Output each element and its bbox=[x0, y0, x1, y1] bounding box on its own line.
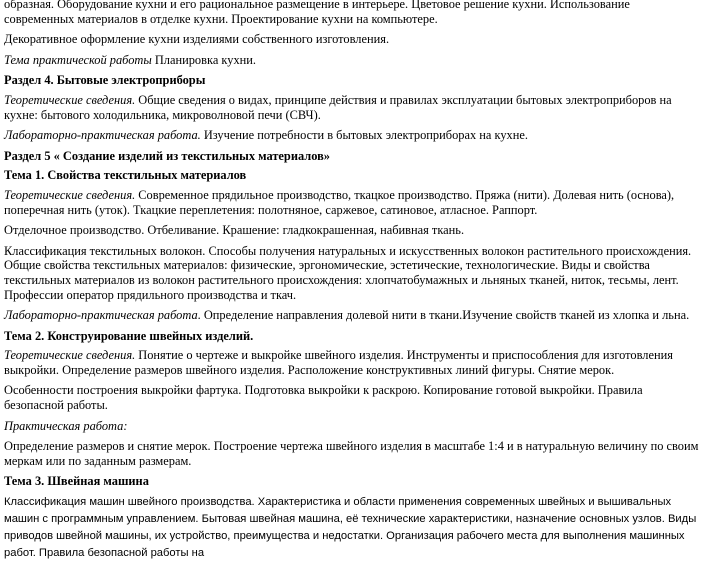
paragraph-finishing: Отделочное производство. Отбеливание. Крашение: гладкокрашенная, набивная ткань. bbox=[4, 223, 465, 238]
text-lab: . Определение направления долевой нити в ткани.Изучение свойств тканей из хлопка и льна. bbox=[197, 308, 690, 323]
label-lab: Лабораторно-практическая работа. bbox=[4, 128, 201, 143]
paragraph-construction-theory bbox=[4, 348, 700, 377]
label-theory: Теоретические сведения. bbox=[4, 187, 136, 202]
label-theory: Теоретические сведения. bbox=[4, 92, 136, 107]
text-lab: Изучение потребности в бытовых электроприборах на кухне. bbox=[200, 128, 528, 143]
paragraph-sewing-machines: Классификация машин швейного производства. Характеристика и области применения современных швейных и вышивальных машин с программным управлением. Бытовая швейная машина, её технические характеристики, назначение основных узлов. Виды приводов швейной машины, их устройство, преимущества и недостатки. Организация рабочего места для выполнения машинных работ. Правила безопасной работы на bbox=[4, 496, 697, 560]
paragraph-textile-theory bbox=[4, 188, 700, 217]
paragraph-fiber-classification: Классификация текстильных волокон. Способы получения натуральных и искусственных волокон растительного происхождения. Общие свойства текстильных материалов: физические, эргономические, эстетические, технологические. Виды и свойства текстильных материалов из волокон растительного происхождения: хлопчатобумажных и льняных тканей, ниток, тесьмы, лент. Профессии оператор прядильного производства и ткач. bbox=[4, 243, 692, 302]
section-4-heading: Раздел 4. Бытовые электроприборы bbox=[4, 73, 206, 88]
topic-2-heading: Тема 2. Конструирование швейных изделий. bbox=[4, 328, 254, 343]
topic-1-heading: Тема 1. Свойства текстильных материалов bbox=[4, 168, 247, 183]
label-practical-topic: Тема практической работы bbox=[4, 52, 152, 67]
section-5-heading: Раздел 5 « Создание изделий из текстильных материалов» bbox=[4, 148, 330, 163]
topic-3-heading: Тема 3. Швейная машина bbox=[4, 474, 149, 489]
text-theory: Современное прядильное производство, ткацкое производство. Пряжа (нити). Долевая нить (основа), поперечная нить (уток). Ткацкие переплетения: полотняное, саржевое, сатиновое, атласное. Раппорт. bbox=[4, 187, 675, 217]
label-lab: Лабораторно-практическая работа bbox=[4, 308, 198, 323]
paragraph-appliances-theory bbox=[4, 93, 700, 122]
paragraph-kitchen-design: образная. Оборудование кухни и его рациональное размещение в интерьере. Цветовое решение кухни. Использование современных материалов в отделке кухни. Проектирование кухни на компьютере. bbox=[4, 0, 630, 26]
text-theory: Понятие о чертеже и выкройке швейного изделия. Инструменты и приспособления для изготовления выкройки. Определение размеров швейного изделия. Расположение конструктивных линий фигуры. Снятие мерок. bbox=[4, 348, 673, 377]
text-practical-topic: Планировка кухни. bbox=[151, 52, 257, 67]
paragraph-textile-lab bbox=[4, 308, 700, 323]
paragraph-pattern: Особенности построения выкройки фартука. Подготовка выкройки к раскрою. Копирование готовой выкройки. Правила безопасной работы. bbox=[4, 383, 643, 413]
text-theory: Общие сведения о видах, принципе действия и правилах эксплуатации бытовых электроприборов на кухне: бытового холодильника, микроволновой печи (СВЧ). bbox=[4, 92, 672, 122]
paragraph-appliances-lab bbox=[4, 128, 700, 143]
paragraph-measurements: Определение размеров и снятие мерок. Построение чертежа швейного изделия в масштабе 1:4 и в натуральную величину по своим меркам или по заданным размерам. bbox=[4, 439, 699, 468]
label-theory: Теоретические сведения. bbox=[4, 348, 136, 363]
label-practical-work: Практическая работа: bbox=[4, 418, 128, 433]
paragraph-decor: Декоративное оформление кухни изделиями собственного изготовления. bbox=[4, 32, 390, 47]
paragraph-practical-topic bbox=[4, 53, 700, 68]
